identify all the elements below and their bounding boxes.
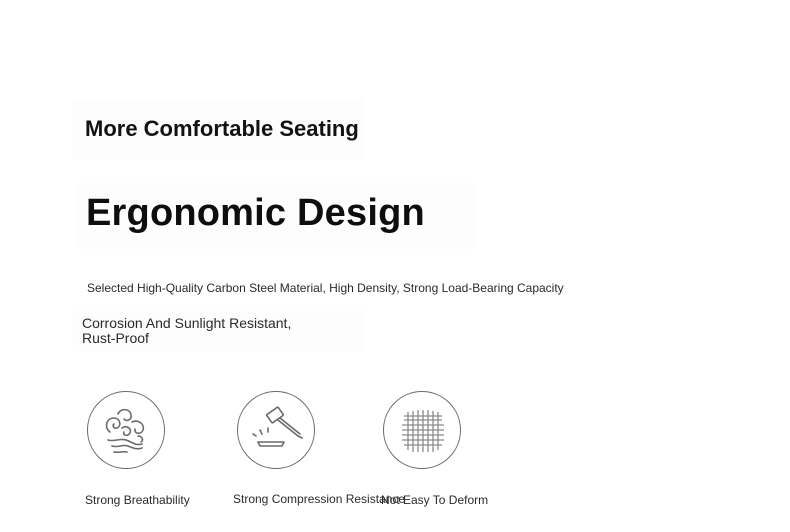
gavel-hammer-icon <box>237 391 315 469</box>
subtitle-text: More Comfortable Seating <box>85 116 359 141</box>
swirl-wind-icon <box>87 391 165 469</box>
resistance-line-1: Corrosion And Sunlight Resistant, <box>82 315 292 331</box>
mesh-grid-icon <box>383 391 461 469</box>
resistance-line-2: Rust-Proof <box>82 330 149 346</box>
headline-panel <box>78 183 476 249</box>
page-title: Ergonomic Design <box>86 192 425 234</box>
material-description: Selected High-Quality Carbon Steel Material, High Density, Strong Load-Bearing Capacity <box>87 281 564 295</box>
feature-label-compression: Strong Compression Resistance <box>233 492 406 506</box>
resistance-panel <box>73 311 365 351</box>
feature-label-breathability: Strong Breathability <box>85 493 190 507</box>
feature-label-deform: Not Easy To Deform <box>381 493 489 507</box>
subtitle-panel <box>73 98 363 160</box>
